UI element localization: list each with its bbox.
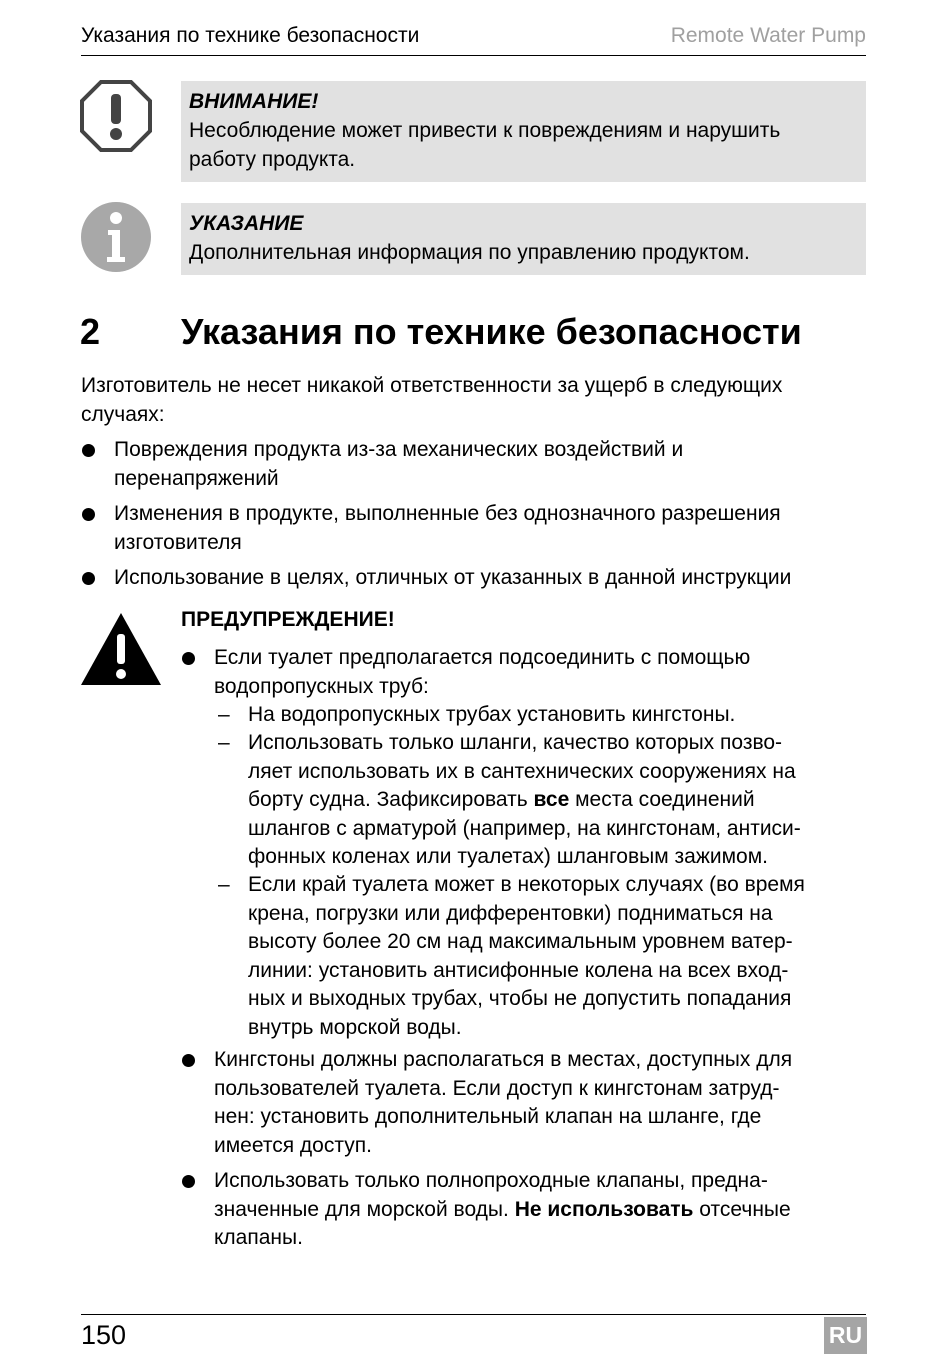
sub-item-line: линии: установить антисифонные колена на всех вход- <box>248 958 789 982</box>
list-item-line: Кингстоны должны располагаться в местах, доступных для <box>214 1048 793 1071</box>
warning-triangle-icon <box>80 612 162 686</box>
section-number: 2 <box>80 311 101 352</box>
info-icon <box>80 201 152 273</box>
bullet-dot <box>182 652 195 665</box>
attention-title: ВНИМАНИЕ! <box>189 90 319 113</box>
sub-item <box>248 701 735 730</box>
sub-item-line: На водопропускных трубах установить кингстоны. <box>248 703 736 726</box>
list-item <box>114 500 781 557</box>
list-item-line: Повреждения продукта из-за механических воздействий и <box>114 438 684 461</box>
dash-marker: – <box>218 731 230 754</box>
sub-item-line: Если край туалета может в некоторых случаях (во время <box>248 873 805 896</box>
section-title: Указания по технике безопасности <box>181 311 802 352</box>
text-run: места соединений <box>569 788 755 811</box>
intro-line: случаях: <box>81 402 165 426</box>
bullet-dot <box>82 444 95 457</box>
list-item-line: имеется доступ. <box>214 1133 372 1157</box>
list-item <box>114 436 683 493</box>
sub-item-line: ных и выходных трубах, чтобы не допустить попадания <box>248 987 792 1010</box>
bullet-dot <box>182 1054 195 1067</box>
header-rule <box>81 55 866 56</box>
list-item <box>214 1167 791 1253</box>
emphasis-text: Не использовать <box>514 1197 694 1221</box>
sub-item-line: шлангов с арматурой (например, на кингстонам, антиси- <box>248 816 801 840</box>
info-text: Дополнительная информация по управлению продуктом. <box>189 241 750 264</box>
language-badge: RU <box>824 1317 867 1354</box>
list-item-line: Использовать только полнопроходные клапаны, предна- <box>214 1169 768 1192</box>
list-item <box>214 1046 792 1160</box>
sub-item-line: Использовать только шланги, качество которых позво- <box>248 731 783 754</box>
attention-box <box>181 81 866 182</box>
attention-text-line: Несоблюдение может привести к повреждениям и нарушить <box>189 119 781 142</box>
sub-item-line <box>248 786 801 815</box>
list-item-line: пользователей туалета. Если доступ к кингстонам затруд- <box>214 1076 780 1100</box>
sub-item-line: фонных коленах или туалетах) шланговым зажимом. <box>248 845 768 868</box>
warning-title: ПРЕДУПРЕЖДЕНИЕ! <box>181 608 395 631</box>
list-item-line: водопропускных труб: <box>214 674 429 698</box>
list-item-line: Использование в целях, отличных от указанных в данной инструкции <box>114 566 792 589</box>
sub-item-line: крена, погрузки или дифферентовки) подниматься на <box>248 901 773 925</box>
attention-text-line: работу продукта. <box>189 148 356 171</box>
list-item-line <box>214 1196 791 1225</box>
text-run: борту судна. Зафиксировать <box>248 788 534 811</box>
bullet-dot <box>82 508 95 521</box>
sub-item-line: внутрь морской воды. <box>248 1015 462 1039</box>
page-number: 150 <box>81 1320 127 1350</box>
sub-item-line: высоту более 20 см над максимальным уровнем ватер- <box>248 930 793 953</box>
info-box <box>181 203 866 275</box>
info-title: УКАЗАНИЕ <box>189 212 304 235</box>
list-item-line: клапаны. <box>214 1226 303 1249</box>
intro-paragraph <box>81 372 866 429</box>
list-item-line: Если туалет предполагается подсоединить с помощью <box>214 646 751 669</box>
header-product-name: Remote Water Pump <box>670 24 866 47</box>
list-item-line: Изменения в продукте, выполненные без однозначного разрешения <box>114 502 781 525</box>
text-run: отсечные <box>693 1197 791 1221</box>
attention-icon <box>80 80 152 152</box>
emphasis-text: все <box>533 788 570 811</box>
sub-item <box>248 871 805 1042</box>
list-item <box>214 644 750 701</box>
list-item <box>114 564 791 593</box>
dash-marker: – <box>218 703 230 726</box>
list-item-line: изготовителя <box>114 530 242 554</box>
sub-item <box>248 729 801 872</box>
footer-rule <box>81 1314 866 1315</box>
sub-item-line: ляет использовать их в сантехнических сооружениях на <box>248 759 796 783</box>
bullet-dot <box>82 572 95 585</box>
bullet-dot <box>182 1175 195 1188</box>
header-section-title: Указания по технике безопасности <box>81 24 420 47</box>
text-run: значенные для морской воды. <box>214 1197 515 1221</box>
dash-marker: – <box>218 873 230 896</box>
intro-line: Изготовитель не несет никакой ответственности за ущерб в следующих <box>81 374 783 397</box>
list-item-line: перенапряжений <box>114 466 279 490</box>
list-item-line: нен: установить дополнительный клапан на шланге, где <box>214 1105 762 1128</box>
